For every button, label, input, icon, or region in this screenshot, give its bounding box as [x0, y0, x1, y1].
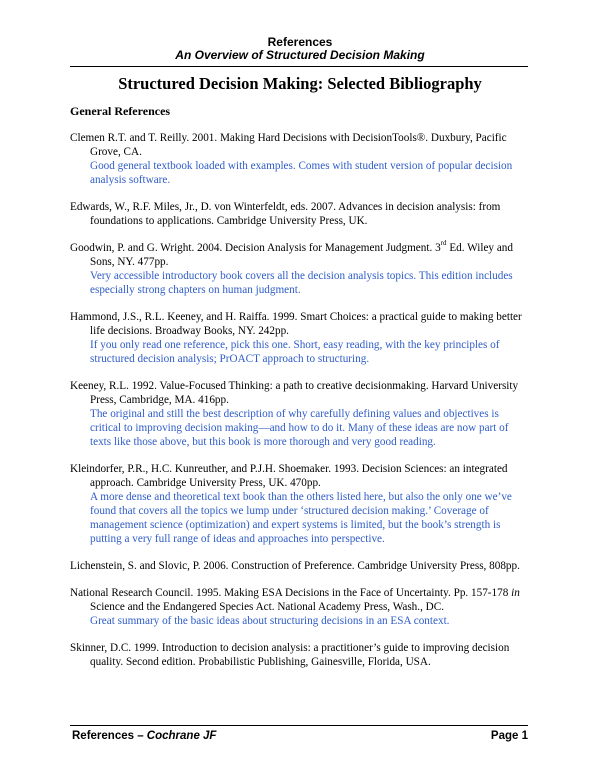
entry-annotation: A more dense and theoretical text book than the others listed here, but also the only one we’ve found that covers all the topics we lump under ‘structured decision making.’ Coverage of management science (optimization) and expert systems is limited, but the book’s strength is putting a very full range of ideas and approaches into perspective.	[90, 491, 512, 545]
entry-citation: Lichenstein, S. and Slovic, P. 2006. Construction of Preference. Cambridge University Press, 808pp.	[70, 560, 520, 572]
page-title: Structured Decision Making: Selected Bibliography	[118, 74, 482, 93]
entry-annotation: The original and still the best description of why carefully defining values and objectives is critical to improving decision making—and how to do it. Many of these ideas are now part of texts like those above, but this book is more thorough and very good reading.	[90, 408, 509, 448]
bibliography-entry	[70, 462, 532, 546]
citation-text: National Research Council. 1995. Making ESA Decisions in the Face of Uncertainty. Pp. 157-178	[70, 587, 512, 599]
bibliography-list	[70, 131, 532, 669]
entry-annotation: Good general textbook loaded with examples. Comes with student version of popular decision analysis software.	[90, 160, 513, 186]
bibliography-entry	[70, 241, 532, 297]
entry-citation: Hammond, J.S., R.L. Keeney, and H. Raiffa. 1999. Smart Choices: a practical guide to making better life decisions. Broadway Books, NY. 242pp.	[70, 311, 522, 337]
entry-citation	[70, 241, 532, 269]
superscript: rd	[440, 239, 447, 248]
footer-left	[72, 729, 216, 743]
bibliography-entry	[70, 641, 532, 669]
entry-annotation: If you only read one reference, pick this one. Short, easy reading, with the key principles of structured decision analysis; PrOACT approach to structuring.	[90, 339, 500, 365]
entry-citation: Keeney, R.L. 1992. Value-Focused Thinking: a path to creative decisionmaking. Harvard University Press, Cambridge, MA. 416pp.	[70, 380, 519, 406]
entry-annotation: Very accessible introductory book covers all the decision analysis topics. This edition includes especially strong chapters on human judgment.	[90, 270, 513, 296]
footer-divider	[70, 725, 528, 726]
citation-text: Goodwin, P. and G. Wright. 2004. Decision Analysis for Management Judgment. 3	[70, 242, 441, 254]
bibliography-entry	[70, 379, 532, 449]
bibliography-entry	[70, 200, 532, 228]
header-line-1: References	[267, 35, 333, 49]
header-divider	[70, 66, 528, 67]
entry-citation	[70, 586, 532, 614]
bibliography-entry	[70, 131, 532, 187]
header-line-2: An Overview of Structured Decision Making	[175, 48, 425, 62]
entry-citation: Clemen R.T. and T. Reilly. 2001. Making Hard Decisions with DecisionTools®. Duxbury, Pacific Grove, CA.	[70, 132, 507, 158]
bibliography-entry	[70, 559, 532, 573]
entry-citation: Kleindorfer, P.R., H.C. Kunreuther, and P.J.H. Shoemaker. 1993. Decision Sciences: an integrated approach. Cambridge University Press, UK. 470pp.	[70, 463, 508, 489]
bibliography-entry	[70, 586, 532, 628]
entry-annotation: Great summary of the basic ideas about structuring decisions in an ESA context.	[90, 615, 450, 627]
citation-text: Science and the Endangered Species Act. National Academy Press, Wash., DC.	[90, 601, 444, 613]
entry-citation: Skinner, D.C. 1999. Introduction to decision analysis: a practitioner’s guide to improving decision quality. Second edition. Probabilistic Publishing, Gainesville, Florida, USA.	[70, 642, 510, 668]
bibliography-entry	[70, 310, 532, 366]
citation-text: Ed. Wiley and Sons, NY. 477pp.	[90, 242, 513, 268]
section-heading: General References	[70, 104, 171, 118]
entry-citation: Edwards, W., R.F. Miles, Jr., D. von Winterfeldt, eds. 2007. Advances in decision analysis: from foundations to applications. Cambridge University Press, UK.	[70, 201, 501, 227]
page-number: Page 1	[490, 730, 528, 742]
footer-prefix: References –	[72, 730, 147, 742]
italic-word: in	[511, 587, 520, 599]
footer-author: Cochrane JF	[146, 730, 217, 742]
